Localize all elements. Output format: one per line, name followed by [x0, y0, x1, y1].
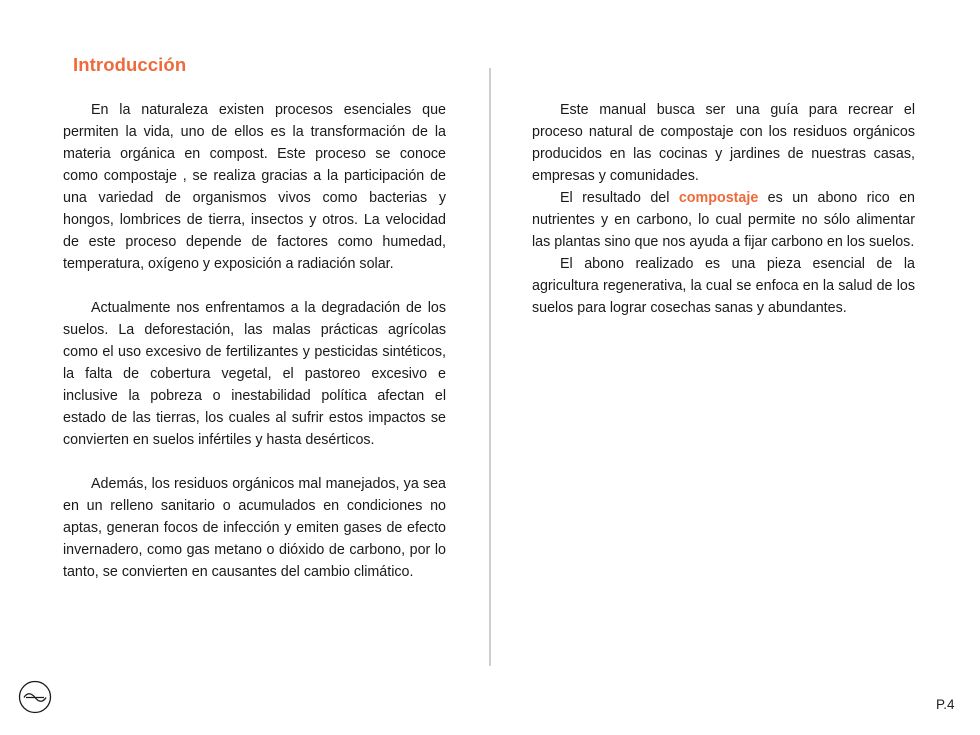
compostaje-highlight: compostaje	[678, 190, 759, 206]
paragraph-manual-purpose: Este manual busca ser una guía para recrear el proceso natural de compostaje con los residuos orgánicos producidos en las cocinas y jardines de nuestras casas, empresas y comunidades.	[532, 102, 915, 184]
section-heading: Introducción	[73, 54, 187, 75]
column-divider	[489, 68, 491, 666]
circle-wave-logo-icon	[18, 680, 52, 714]
left-column	[63, 99, 446, 583]
result-text-start: El resultado del	[560, 190, 679, 206]
paragraph-regenerative-agriculture: El abono realizado es una pieza esencial de la agricultura regenerativa, la cual se enfoca en la salud de los suelos para lograr cosechas sanas y abundantes.	[532, 256, 915, 316]
paragraph-soil-degradation: Actualmente nos enfrentamos a la degradación de los suelos. La deforestación, las malas prácticas agrícolas como el uso excesivo de fertilizantes y pesticidas sintéticos, la falta de cobertura vegetal, el pastoreo excesivo e inclusive la pobreza o inestabilidad política afectan el estado de las tierras, los cuales al sufrir estos impactos se convierten en suelos infértiles y hasta desérticos.	[63, 300, 446, 448]
page-number: P.4	[936, 697, 955, 712]
paragraph-organic-waste: Además, los residuos orgánicos mal manejados, ya sea en un relleno sanitario o acumulados en condiciones no aptas, generan focos de infección y emiten gases de efecto invernadero, como gas metano o dióxido de carbono, por lo tanto, se convierten en causantes del cambio climático.	[63, 476, 446, 580]
result-text-end: es un abono rico en nutrientes y en carbono, lo cual permite no sólo alimentar las plantas sino que nos ayuda a fijar carbono en los suelos.	[532, 190, 915, 250]
right-column	[532, 99, 915, 319]
paragraph-compost-result	[532, 187, 915, 253]
paragraph-intro-processes: En la naturaleza existen procesos esenciales que permiten la vida, uno de ellos es la transformación de la materia orgánica en compost. Este proceso se conoce como compostaje , se realiza gracias a la participación de una variedad de organismos vivos como bacterias y hongos, lombrices de tierra, insectos y otros. La velocidad de este proceso depende de factores como humedad, temperatura, oxígeno y exposición a radiación solar.	[63, 102, 446, 272]
